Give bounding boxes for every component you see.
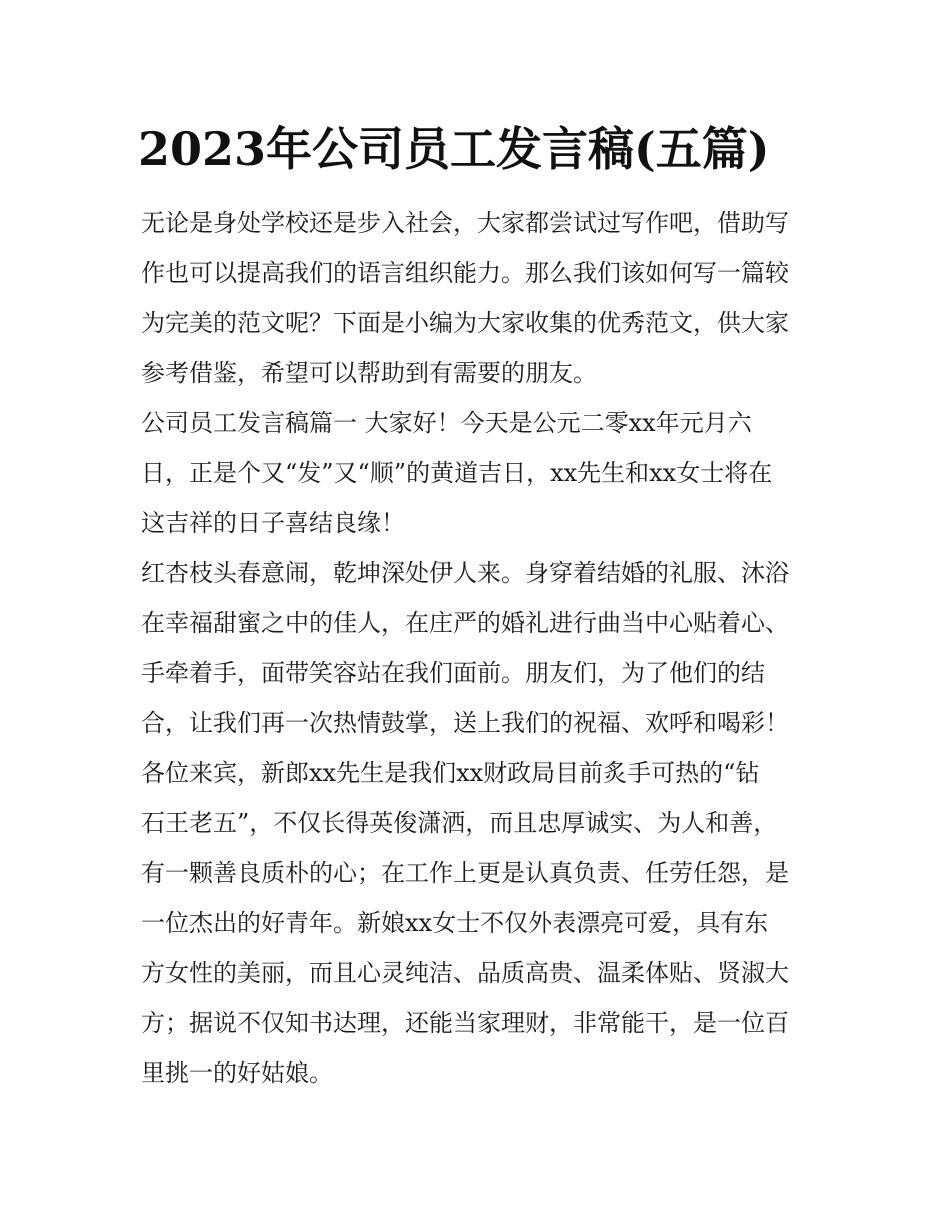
body-line: 各位来宾，新郎xx先生是我们xx财政局目前炙手可热的“钻 bbox=[141, 759, 760, 787]
body-line: 为完美的范文呢？下面是小编为大家收集的优秀范文，供大家 bbox=[141, 309, 789, 337]
body-line: 里挑一的好姑娘。 bbox=[141, 1059, 333, 1087]
body-line: 无论是身处学校还是步入社会，大家都尝试过写作吧，借助写 bbox=[141, 209, 789, 237]
body-line: 方；据说不仅知书达理，还能当家理财，非常能干，是一位百 bbox=[141, 1009, 789, 1037]
body-line: 在幸福甜蜜之中的佳人，在庄严的婚礼进行曲当中心贴着心、 bbox=[141, 609, 789, 637]
body-line: 公司员工发言稿篇一 大家好！今天是公元二零xx年元月六 bbox=[141, 409, 752, 437]
body-line: 作也可以提高我们的语言组织能力。那么我们该如何写一篇较 bbox=[141, 259, 789, 287]
body-line: 石王老五”，不仅长得英俊潇洒，而且忠厚诚实、为人和善， bbox=[141, 809, 778, 837]
body-line: 参考借鉴，希望可以帮助到有需要的朋友。 bbox=[141, 359, 597, 387]
document-title: 2023年公司员工发言稿(五篇) bbox=[138, 122, 770, 176]
body-line: 这吉祥的日子喜结良缘！ bbox=[141, 509, 405, 537]
body-line: 有一颗善良质朴的心；在工作上更是认真负责、任劳任怨，是 bbox=[141, 859, 789, 887]
body-line: 日，正是个又“发”又“顺”的黄道吉日，xx先生和xx女士将在 bbox=[141, 459, 773, 487]
body-line: 方女性的美丽，而且心灵纯洁、品质高贵、温柔体贴、贤淑大 bbox=[141, 959, 789, 987]
body-line: 手牵着手，面带笑容站在我们面前。朋友们，为了他们的结 bbox=[141, 659, 765, 687]
body-line: 合，让我们再一次热情鼓掌，送上我们的祝福、欢呼和喝彩！ bbox=[141, 709, 789, 737]
body-line: 一位杰出的好青年。新娘xx女士不仅外表漂亮可爱，具有东 bbox=[141, 909, 769, 937]
document-body bbox=[141, 198, 816, 1098]
body-line: 红杏枝头春意闹，乾坤深处伊人来。身穿着结婚的礼服、沐浴 bbox=[141, 559, 789, 587]
